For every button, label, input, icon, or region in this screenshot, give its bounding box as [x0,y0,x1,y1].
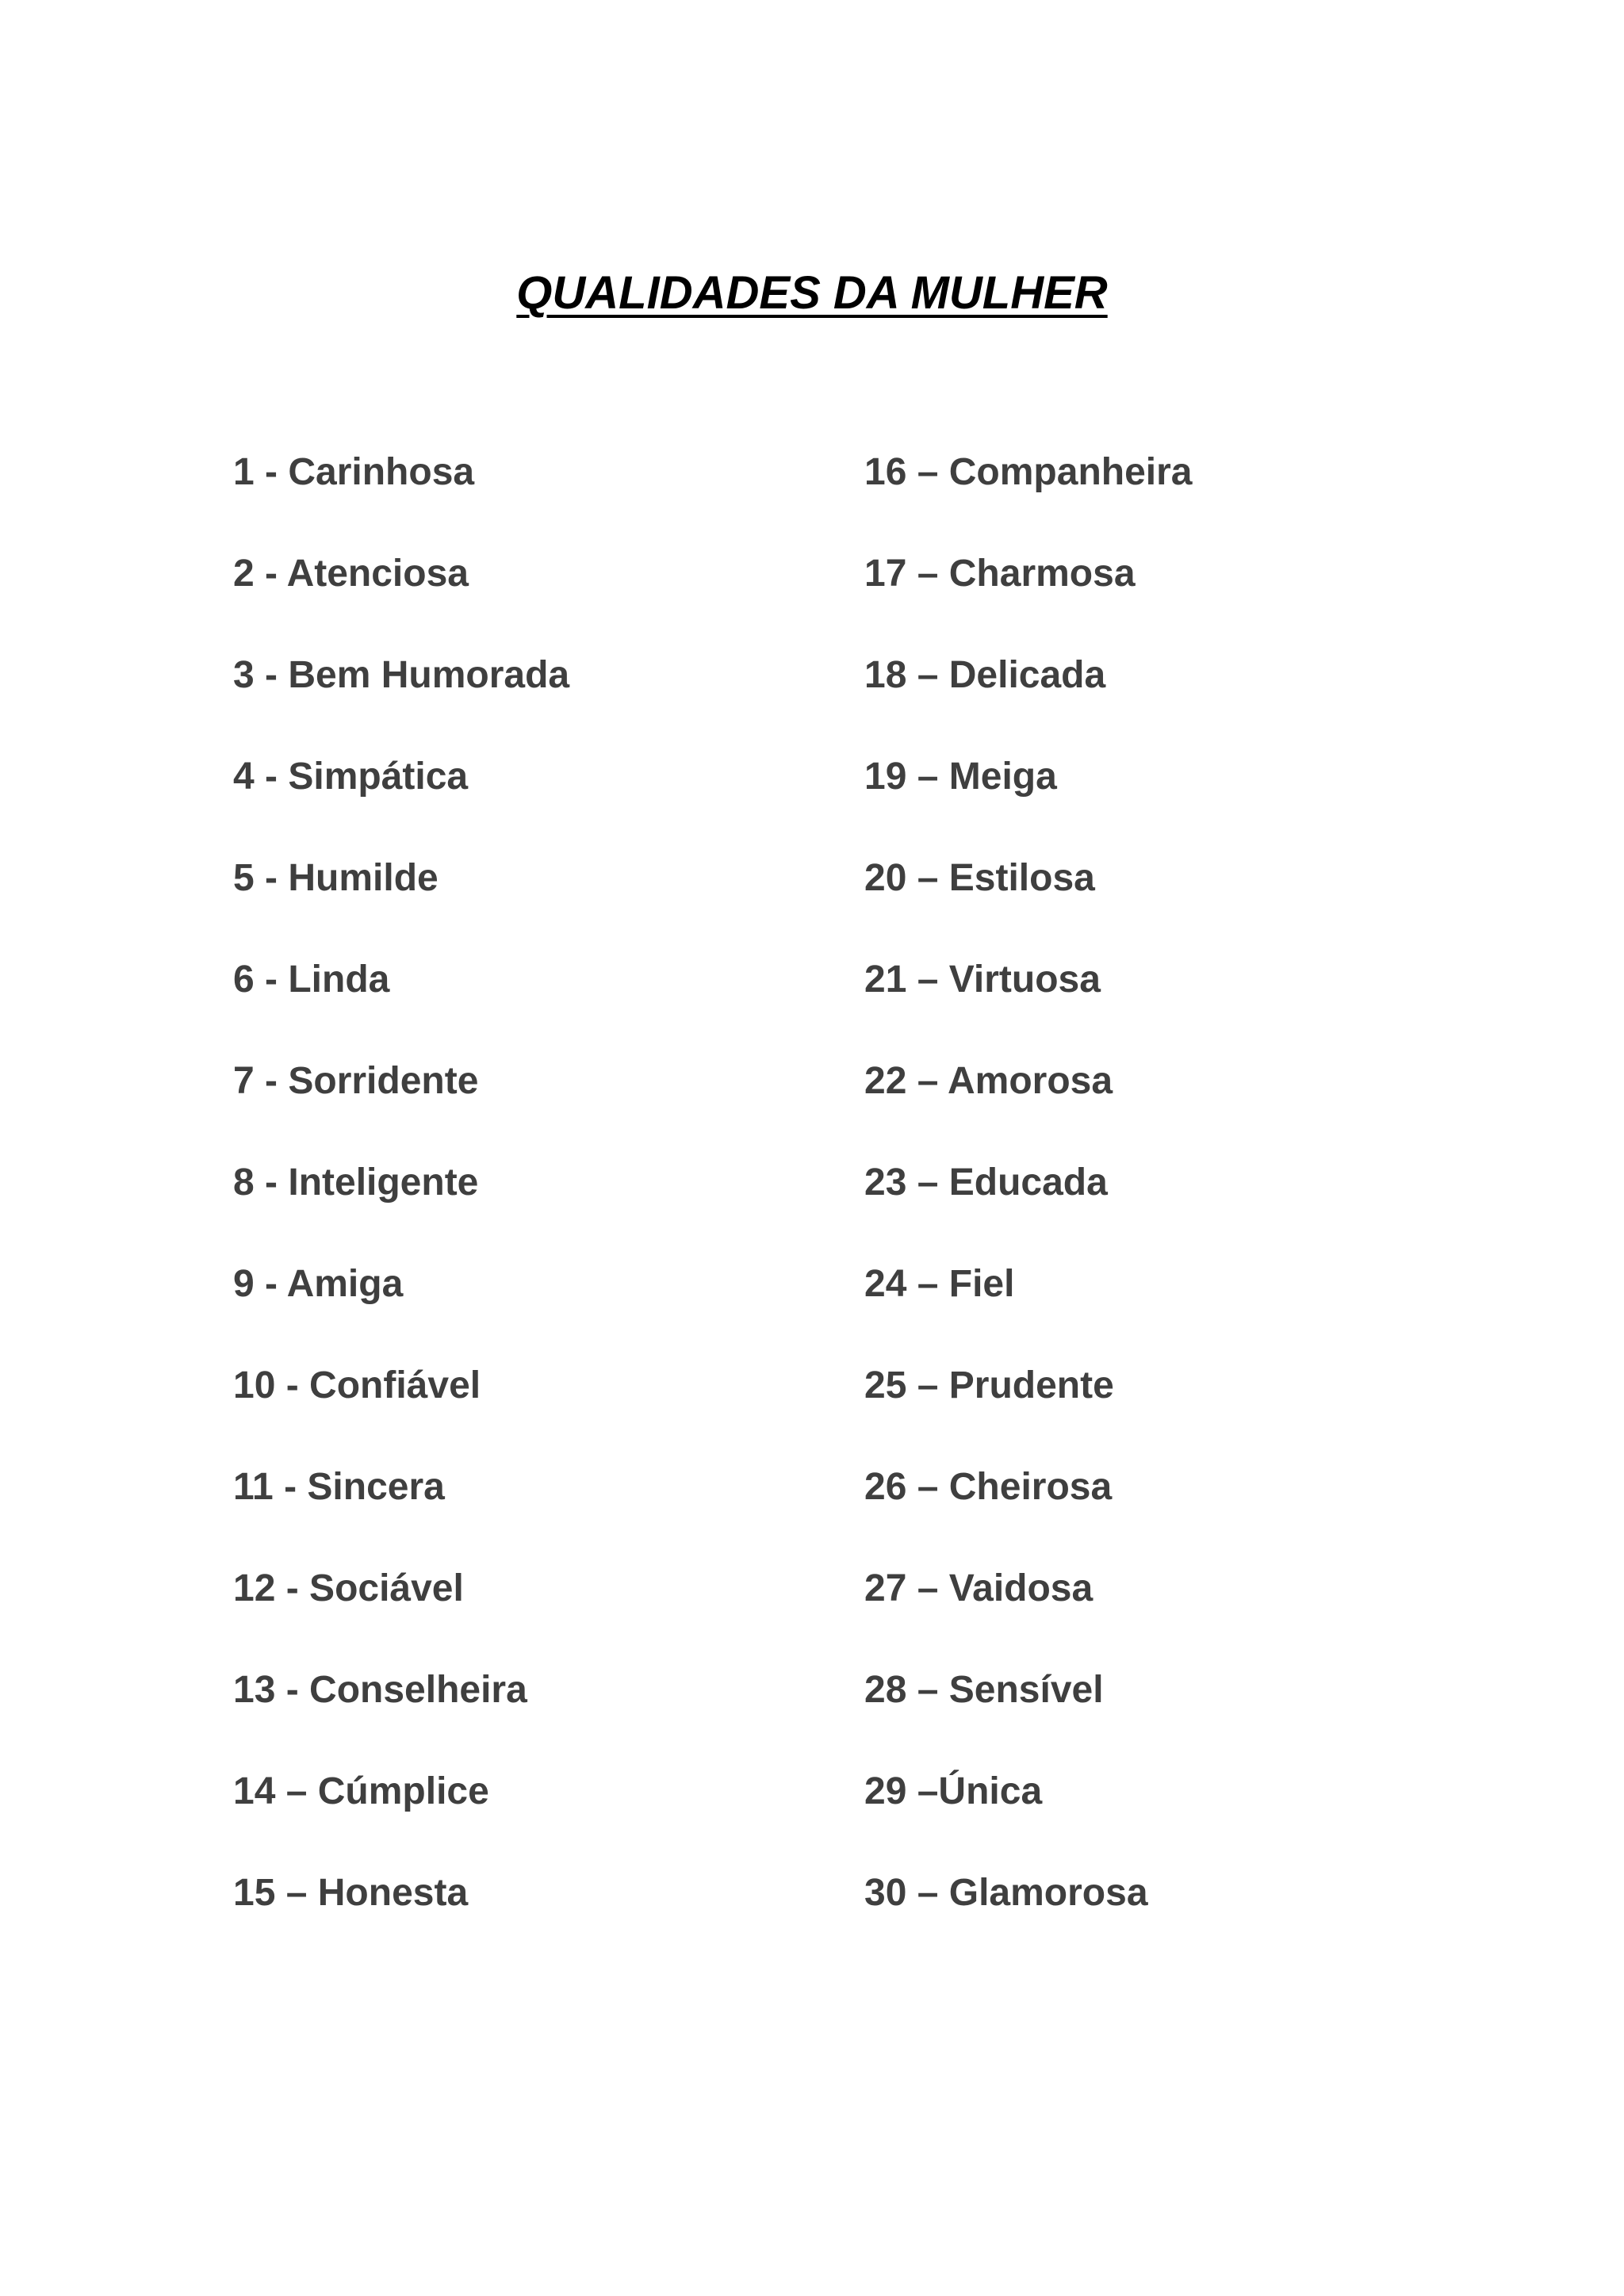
list-item: 8 - Inteligente [233,1161,479,1203]
list-item: 4 - Simpática [233,756,469,798]
list-item: 14 – Cúmplice [233,1770,489,1812]
list-item: 27 – Vaidosa [864,1567,1094,1609]
list-item: 1 - Carinhosa [233,451,475,493]
list-item: 3 - Bem Humorada [233,654,570,696]
list-item: 28 – Sensível [864,1669,1104,1711]
list-item: 29 –Única [864,1770,1043,1812]
list-item: 16 – Companheira [864,451,1193,493]
list-item: 12 - Sociável [233,1567,464,1609]
list-item: 26 – Cheirosa [864,1466,1113,1508]
list-item: 25 – Prudente [864,1364,1114,1406]
list-item: 11 - Sincera [233,1466,445,1508]
qualities-list-right [864,444,1192,1966]
list-item: 5 - Humilde [233,857,439,899]
document-title: QUALIDADES DA MULHER [516,267,1108,319]
list-item: 6 - Linda [233,959,390,1001]
list-item: 24 – Fiel [864,1263,1015,1305]
list-item: 21 – Virtuosa [864,959,1101,1001]
list-item: 15 – Honesta [233,1872,469,1914]
list-item: 23 – Educada [864,1161,1108,1203]
list-item: 30 – Glamorosa [864,1872,1148,1914]
list-item: 18 – Delicada [864,654,1106,696]
list-item: 20 – Estilosa [864,857,1095,899]
list-item: 19 – Meiga [864,756,1057,798]
list-item: 17 – Charmosa [864,553,1136,595]
list-item: 10 - Confiável [233,1364,481,1406]
list-item: 9 - Amiga [233,1263,404,1305]
list-item: 2 - Atenciosa [233,553,469,595]
list-item: 7 - Sorridente [233,1060,479,1102]
list-item: 22 – Amorosa [864,1060,1113,1102]
list-item: 13 - Conselheira [233,1669,527,1711]
qualities-list-left [233,444,569,1966]
